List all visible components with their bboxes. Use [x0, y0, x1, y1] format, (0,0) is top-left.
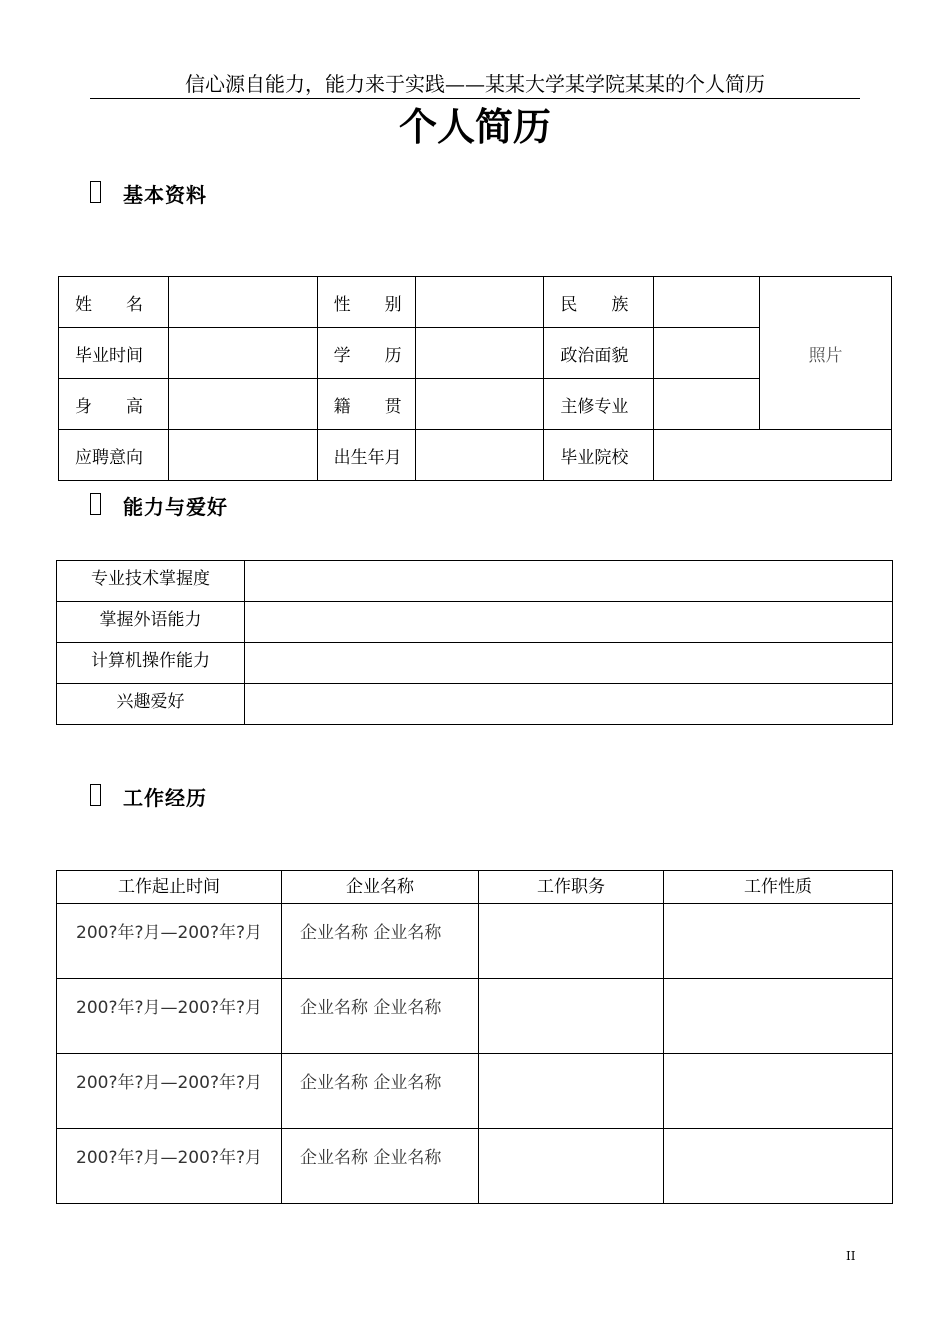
checkbox-bullet-icon	[90, 493, 101, 515]
section-title: 能力与爱好	[123, 494, 228, 519]
section-heading-ability	[90, 490, 228, 520]
ethnicity-label: 民 族	[544, 277, 654, 328]
ability-label: 专业技术掌握度	[57, 561, 245, 602]
height-label: 身 高	[59, 379, 169, 430]
table-row	[57, 979, 893, 1054]
gender-label: 性 别	[317, 277, 415, 328]
work-nature[interactable]	[664, 904, 893, 979]
work-company[interactable]: 企业名称 企业名称	[282, 904, 479, 979]
table-row	[57, 561, 893, 602]
major-value[interactable]	[654, 379, 760, 430]
photo-placeholder[interactable]: 照片	[760, 277, 892, 430]
school-label: 毕业院校	[544, 430, 654, 481]
work-position[interactable]	[479, 1129, 664, 1204]
education-label: 学 历	[317, 328, 415, 379]
section-heading-work	[90, 781, 207, 811]
section-title: 基本资料	[123, 182, 207, 207]
grad-time-value[interactable]	[168, 328, 317, 379]
work-position[interactable]	[479, 979, 664, 1054]
table-row	[57, 1129, 893, 1204]
ability-table	[56, 560, 893, 725]
ethnicity-value[interactable]	[654, 277, 760, 328]
work-nature[interactable]	[664, 979, 893, 1054]
intent-label: 应聘意向	[59, 430, 169, 481]
work-nature[interactable]	[664, 1054, 893, 1129]
political-label: 政治面貌	[544, 328, 654, 379]
table-row	[57, 1054, 893, 1129]
ability-label: 兴趣爱好	[57, 684, 245, 725]
native-value[interactable]	[415, 379, 544, 430]
work-nature[interactable]	[664, 1129, 893, 1204]
work-company[interactable]: 企业名称 企业名称	[282, 979, 479, 1054]
education-value[interactable]	[415, 328, 544, 379]
birth-label: 出生年月	[317, 430, 415, 481]
column-header: 工作职务	[479, 871, 664, 904]
running-header: 信心源自能力，能力来于实践——某某大学某学院某某的个人简历	[90, 70, 860, 99]
basic-info-table	[58, 276, 892, 481]
school-value[interactable]	[654, 430, 892, 481]
table-row	[57, 904, 893, 979]
table-row	[57, 684, 893, 725]
intent-value[interactable]	[168, 430, 317, 481]
column-header: 企业名称	[282, 871, 479, 904]
gender-value[interactable]	[415, 277, 544, 328]
section-heading-basic	[90, 178, 207, 208]
checkbox-bullet-icon	[90, 784, 101, 806]
page-number: II	[846, 1249, 856, 1263]
ability-label: 掌握外语能力	[57, 602, 245, 643]
ability-value[interactable]	[245, 643, 893, 684]
ability-label: 计算机操作能力	[57, 643, 245, 684]
column-header: 工作起止时间	[57, 871, 282, 904]
work-position[interactable]	[479, 1054, 664, 1129]
page-title: 个人简历	[398, 104, 551, 149]
work-period[interactable]: 200?年?月—200?年?月	[57, 1054, 282, 1129]
section-title: 工作经历	[123, 785, 207, 810]
height-value[interactable]	[168, 379, 317, 430]
table-row	[57, 602, 893, 643]
table-row	[57, 643, 893, 684]
ability-value[interactable]	[245, 684, 893, 725]
work-period[interactable]: 200?年?月—200?年?月	[57, 979, 282, 1054]
work-period[interactable]: 200?年?月—200?年?月	[57, 1129, 282, 1204]
name-value[interactable]	[168, 277, 317, 328]
native-label: 籍 贯	[317, 379, 415, 430]
work-company[interactable]: 企业名称 企业名称	[282, 1129, 479, 1204]
birth-value[interactable]	[415, 430, 544, 481]
ability-value[interactable]	[245, 602, 893, 643]
major-label: 主修专业	[544, 379, 654, 430]
work-position[interactable]	[479, 904, 664, 979]
table-row	[59, 430, 892, 481]
table-header-row	[57, 871, 893, 904]
work-period[interactable]: 200?年?月—200?年?月	[57, 904, 282, 979]
checkbox-bullet-icon	[90, 181, 101, 203]
grad-time-label: 毕业时间	[59, 328, 169, 379]
name-label: 姓 名	[59, 277, 169, 328]
work-history-table	[56, 870, 893, 1204]
political-value[interactable]	[654, 328, 760, 379]
column-header: 工作性质	[664, 871, 893, 904]
table-row	[59, 277, 892, 328]
work-company[interactable]: 企业名称 企业名称	[282, 1054, 479, 1129]
ability-value[interactable]	[245, 561, 893, 602]
